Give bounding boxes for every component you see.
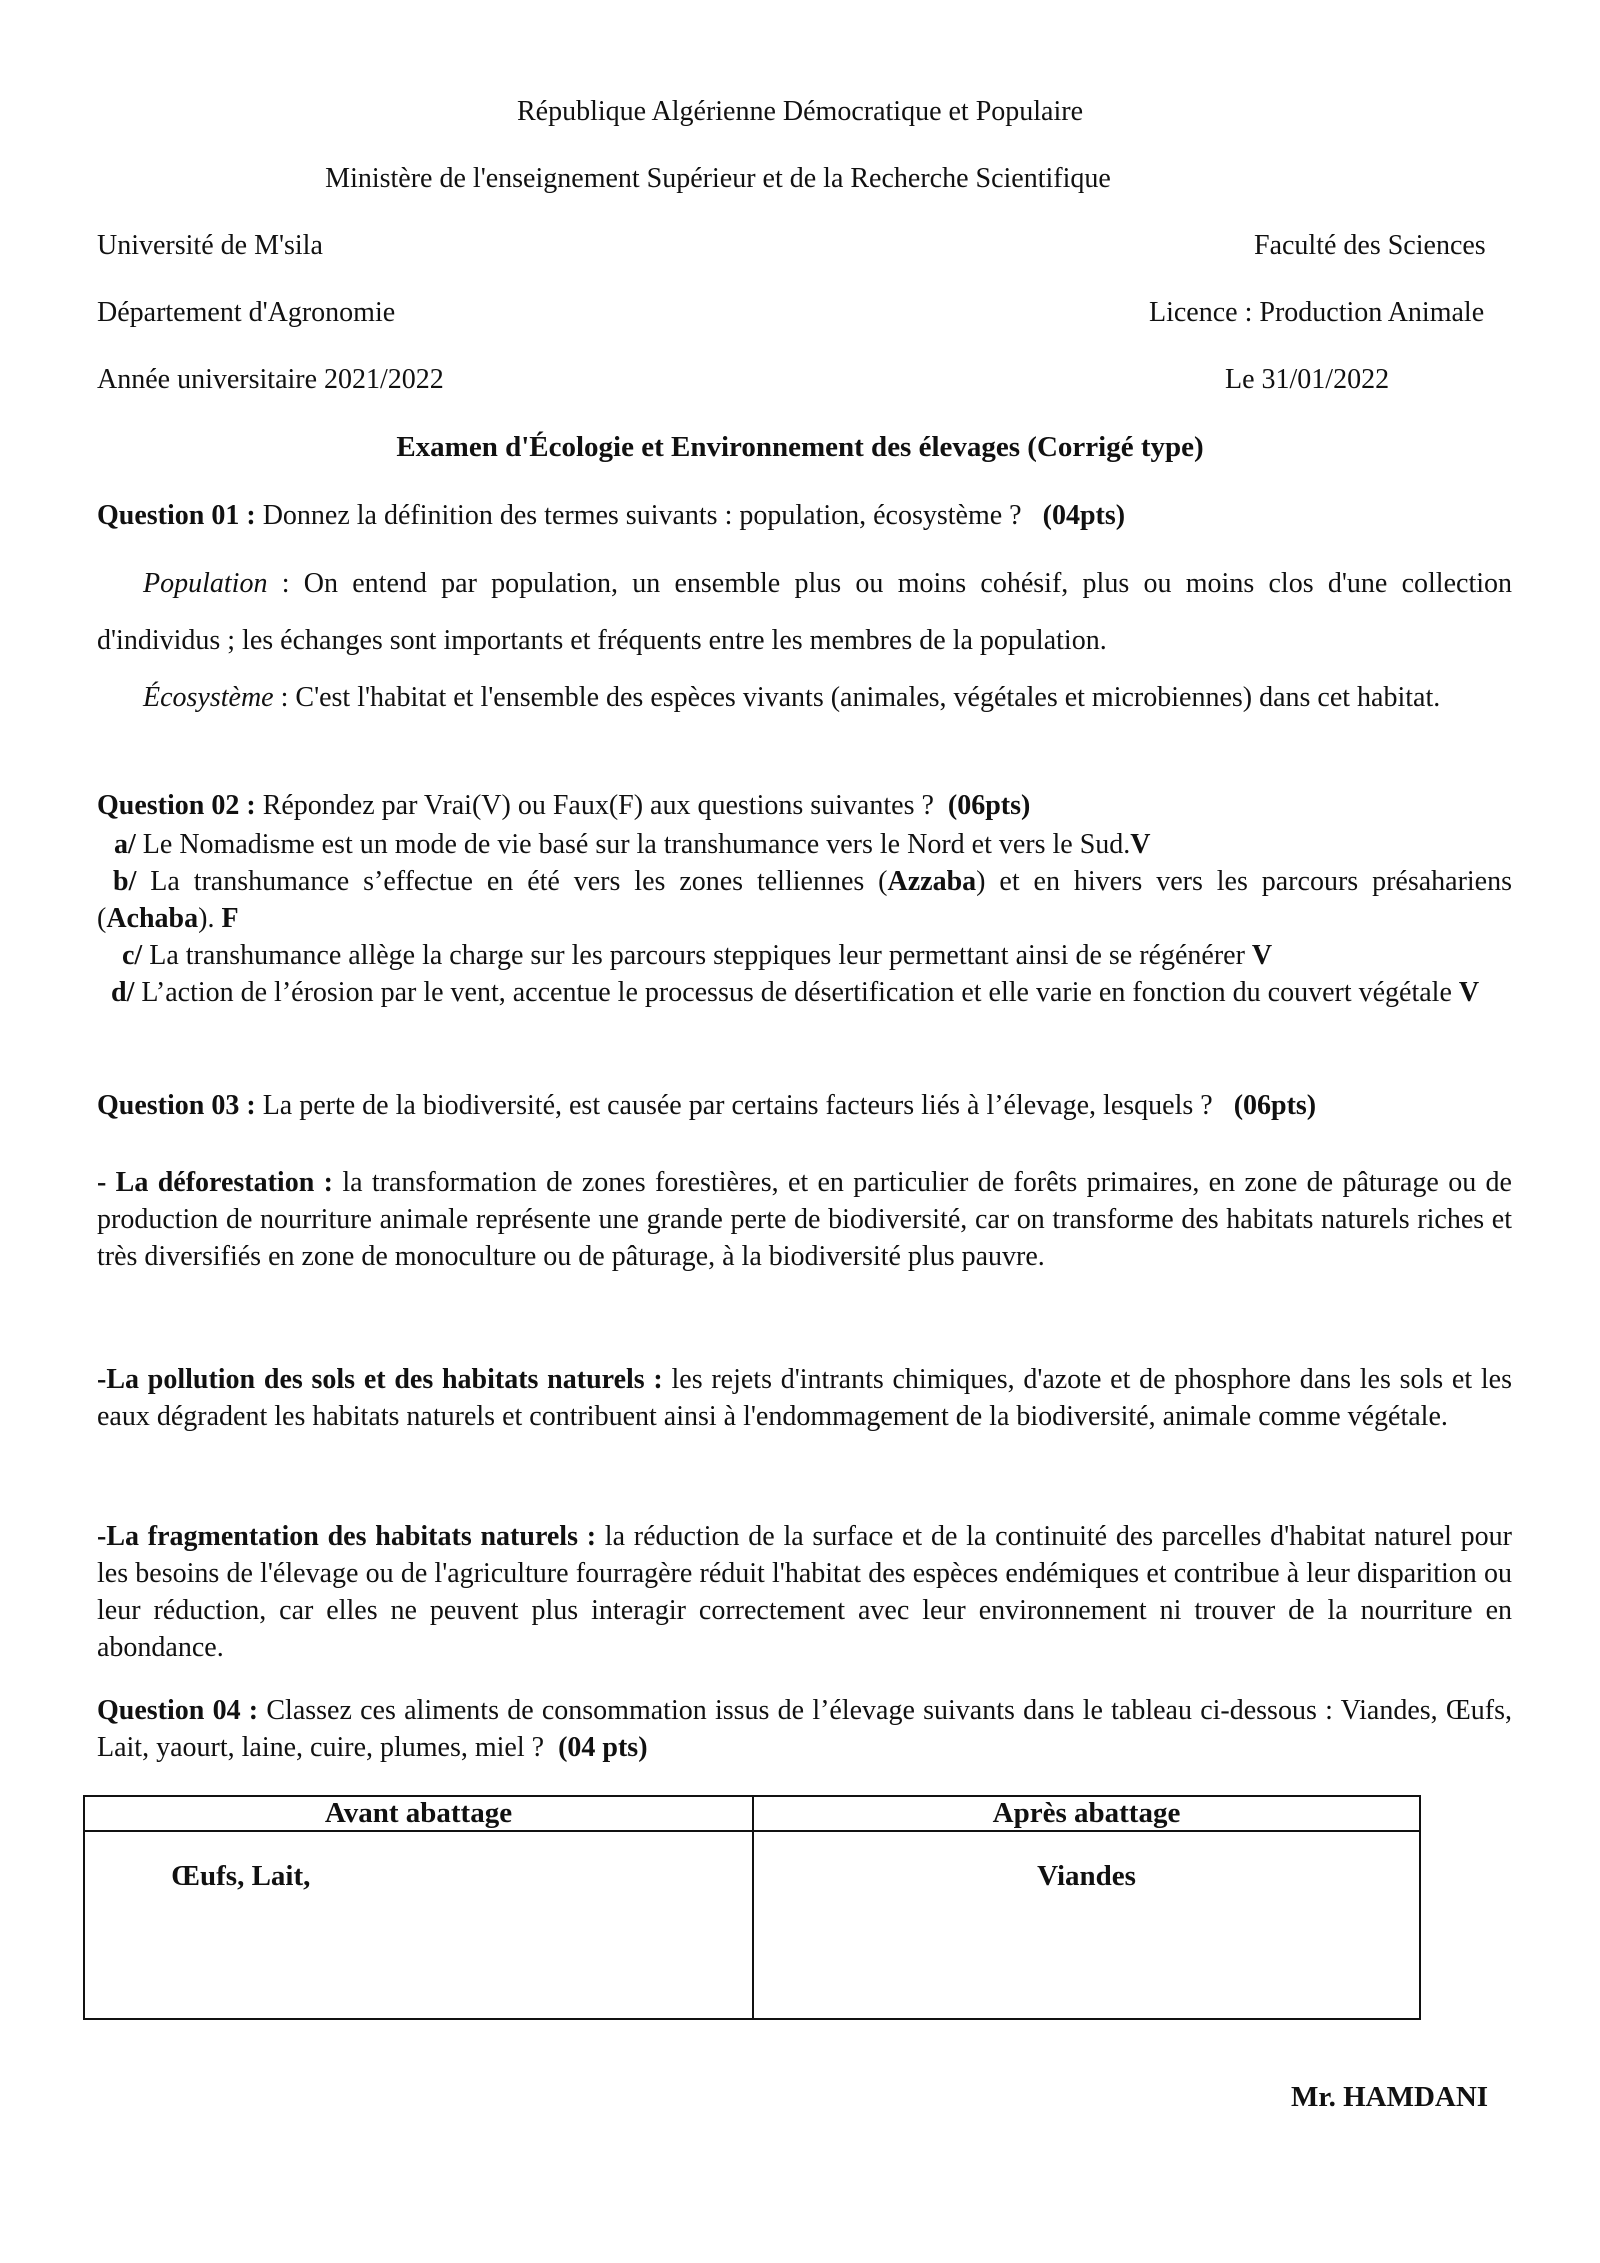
table-header: Avant abattage	[84, 1796, 753, 1831]
table-header: Après abattage	[753, 1796, 1420, 1831]
question-text: Classez ces aliments de consommation issus de l’élevage suivants dans le tableau ci-dessous : Viandes, Œufs, Lait, yaourt, laine, cuire, plumes, miel ?	[97, 1695, 1512, 1763]
item-text: L’action de l’érosion par le vent, accentue le processus de désertification et elle varie en fonction du couvert végétale	[134, 977, 1459, 1008]
question-04	[97, 1692, 1512, 1766]
definition-text: : On entend par population, un ensemble plus ou moins cohésif, plus ou moins clos d'une collection d'individus ; les échanges sont importants et fréquents entre les membres de la population.	[97, 568, 1512, 656]
classification-table	[83, 1795, 1421, 2020]
factor-deforestation	[97, 1164, 1512, 1275]
question-text: Répondez par Vrai(V) ou Faux(F) aux questions suivantes ?	[255, 790, 934, 821]
item-label: b/	[113, 866, 137, 897]
item-term: Achaba	[106, 903, 199, 934]
answer-a	[114, 826, 1512, 863]
question-points: (06pts)	[947, 790, 1031, 821]
item-label: c/	[122, 940, 143, 971]
factor-text: la réduction de la surface et de la continuité des parcelles d'habitat naturel pour les besoins de l'élevage ou de l'agriculture fourragère réduit l'habitat des espèces endémiques et contribue à leur disparition ou leur réduction, car elles ne peuvent plus interagir correctement avec leur environnement ni trouver de la nourriture en abondance.	[97, 1521, 1512, 1663]
factor-pollution	[97, 1361, 1512, 1435]
item-label: a/	[114, 829, 136, 860]
question-text: La perte de la biodiversité, est causée par certains facteurs liés à l’élevage, lesquels ?	[255, 1090, 1213, 1121]
question-01	[97, 500, 1125, 532]
item-text: ) et en hivers vers les parcours présahariens (	[97, 866, 1512, 934]
question-03	[97, 1090, 1316, 1122]
header-licence: Licence : Production Animale	[1149, 297, 1485, 328]
answer-c	[122, 937, 1512, 974]
item-label: d/	[111, 977, 135, 1008]
item-term: Azzaba	[887, 866, 977, 897]
factor-term: - La déforestation :	[97, 1167, 333, 1198]
question-label: Question 01 :	[97, 500, 256, 531]
question-label: Question 02 :	[97, 790, 256, 821]
item-text: La transhumance s’effectue en été vers les zones telliennes (	[136, 866, 888, 897]
factor-term: -La fragmentation des habitats naturels :	[97, 1521, 597, 1552]
header-department: Département d'Agronomie	[97, 297, 396, 328]
question-text: Donnez la définition des termes suivants : population, écosystème ?	[255, 500, 1022, 531]
table-row	[84, 1831, 1420, 2019]
item-text: ).	[198, 903, 222, 934]
question-points: (04 pts)	[558, 1732, 648, 1763]
answer-b	[97, 863, 1512, 937]
header-republic: République Algérienne Démocratique et Populaire	[516, 96, 1084, 127]
factor-text: la transformation de zones forestières, et en particulier de forêts primaires, en zone de pâturage ou de production de nourriture animale représente une grande perte de biodiversité, car on transforme des habitats naturels riches et très diversifiés en zone de monoculture ou de pâturage, à la biodiversité plus pauvre.	[97, 1167, 1512, 1272]
header-ministry: Ministère de l'enseignement Supérieur et de la Recherche Scientifique	[325, 163, 1111, 194]
header-faculty: Faculté des Sciences	[1254, 230, 1486, 261]
factor-term: -La pollution des sols et des habitats naturels :	[97, 1364, 663, 1395]
exam-title: Examen d'Écologie et Environnement des élevages (Corrigé type)	[396, 431, 1204, 463]
question-label: Question 03 :	[97, 1090, 256, 1121]
factor-text: les rejets d'intrants chimiques, d'azote et de phosphore dans les sols et les eaux dégradent les habitats naturels et contribuent ainsi à l'endommagement de la biodiversité, animale comme végétale.	[97, 1364, 1512, 1432]
answer-d	[97, 974, 1512, 1011]
definition-ecosystem	[97, 669, 1512, 726]
definition-term: Population	[143, 568, 268, 599]
question-points: (06pts)	[1233, 1090, 1317, 1121]
table-header-row	[84, 1796, 1420, 1831]
factor-fragmentation	[97, 1518, 1512, 1666]
question-label: Question 04 :	[97, 1695, 259, 1726]
signature: Mr. HAMDANI	[1291, 2081, 1489, 2113]
table-cell: Œufs, Lait,	[84, 1831, 753, 2019]
question-02	[97, 790, 1030, 822]
header-year: Année universitaire 2021/2022	[97, 364, 444, 395]
definition-term: Écosystème	[143, 682, 274, 713]
item-answer: V	[1251, 940, 1273, 971]
definition-text: : C'est l'habitat et l'ensemble des espèces vivants (animales, végétales et microbiennes) dans cet habitat.	[273, 682, 1441, 713]
item-text: La transhumance allège la charge sur les parcours steppiques leur permettant ainsi de se régénérer	[142, 940, 1252, 971]
item-answer: V	[1130, 829, 1151, 860]
header-date: Le 31/01/2022	[1225, 364, 1390, 395]
question-points: (04pts)	[1042, 500, 1126, 531]
definition-population	[97, 555, 1512, 669]
item-text: Le Nomadisme est un mode de vie basé sur la transhumance vers le Nord et vers le Sud.	[135, 829, 1131, 860]
item-answer: V	[1458, 977, 1480, 1008]
header-university: Université de M'sila	[97, 230, 323, 261]
table-cell: Viandes	[753, 1831, 1420, 2019]
item-answer: F	[221, 903, 239, 934]
